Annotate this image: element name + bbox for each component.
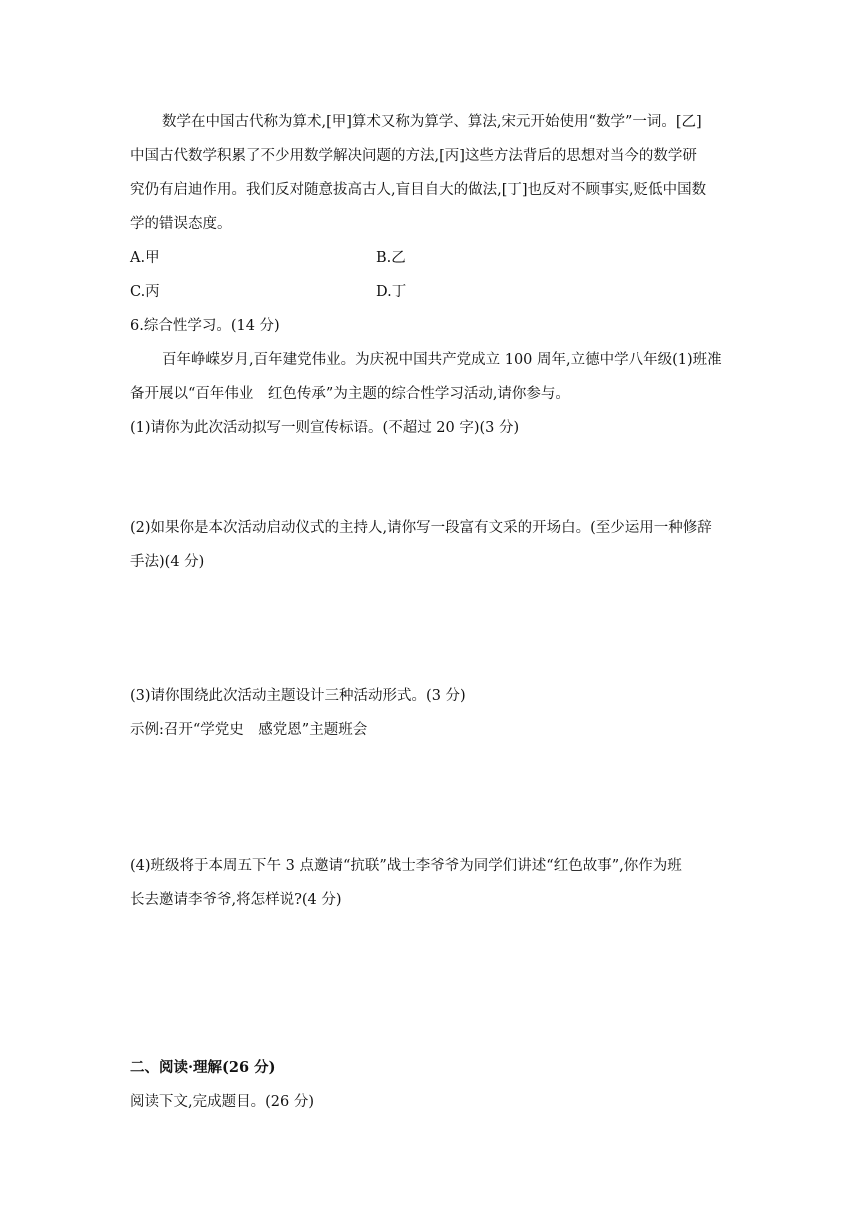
subquestion-1: (1)请你为此次活动拟写一则宣传标语。(不超过 20 字)(3 分) [130, 420, 520, 436]
option-d: D.丁 [376, 284, 407, 300]
passage-line-2: 中国古代数学积累了不少用数学解决问题的方法,[丙]这些方法背后的思想对当今的数学研 [130, 148, 697, 164]
subquestion-3-example: 示例:召开“学党史 感党恩”主题班会 [130, 722, 368, 738]
subquestion-2-line-2: 手法)(4 分) [130, 554, 205, 570]
subquestion-2-line-1: (2)如果你是本次活动启动仪式的主持人,请你写一段富有文采的开场白。(至少运用一种修辞 [130, 520, 712, 536]
subquestion-4-line-2: 长去邀请李爷爷,将怎样说?(4 分) [130, 892, 342, 908]
passage-line-1: 数学在中国古代称为算术,[甲]算术又称为算学、算法,宋元开始使用“数学”一词。[乙] [162, 114, 702, 130]
question-6-title: 6.综合性学习。(14 分) [130, 318, 280, 334]
passage-line-3: 究仍有启迪作用。我们反对随意拔高古人,盲目自大的做法,[丁]也反对不顾事实,贬低中国数 [130, 182, 707, 198]
option-a: A.甲 [130, 250, 160, 266]
question-6-intro-line-1: 百年峥嵘岁月,百年建党伟业。为庆祝中国共产党成立 100 周年,立德中学八年级(1)班准 [162, 352, 722, 368]
passage-line-4: 学的错误态度。 [130, 216, 232, 232]
section-2-heading: 二、阅读·理解(26 分) [130, 1059, 276, 1076]
subquestion-3: (3)请你围绕此次活动主题设计三种活动形式。(3 分) [130, 688, 466, 704]
subquestion-4-line-1: (4)班级将于本周五下午 3 点邀请“抗联”战士李爷爷为同学们讲述“红色故事”,你作为班 [130, 858, 682, 874]
question-6-intro-line-2: 备开展以“百年伟业 红色传承”为主题的综合性学习活动,请你参与。 [130, 386, 570, 402]
option-c: C.丙 [130, 284, 160, 300]
option-b: B.乙 [376, 250, 406, 266]
section-2-instruction: 阅读下文,完成题目。(26 分) [130, 1094, 314, 1110]
